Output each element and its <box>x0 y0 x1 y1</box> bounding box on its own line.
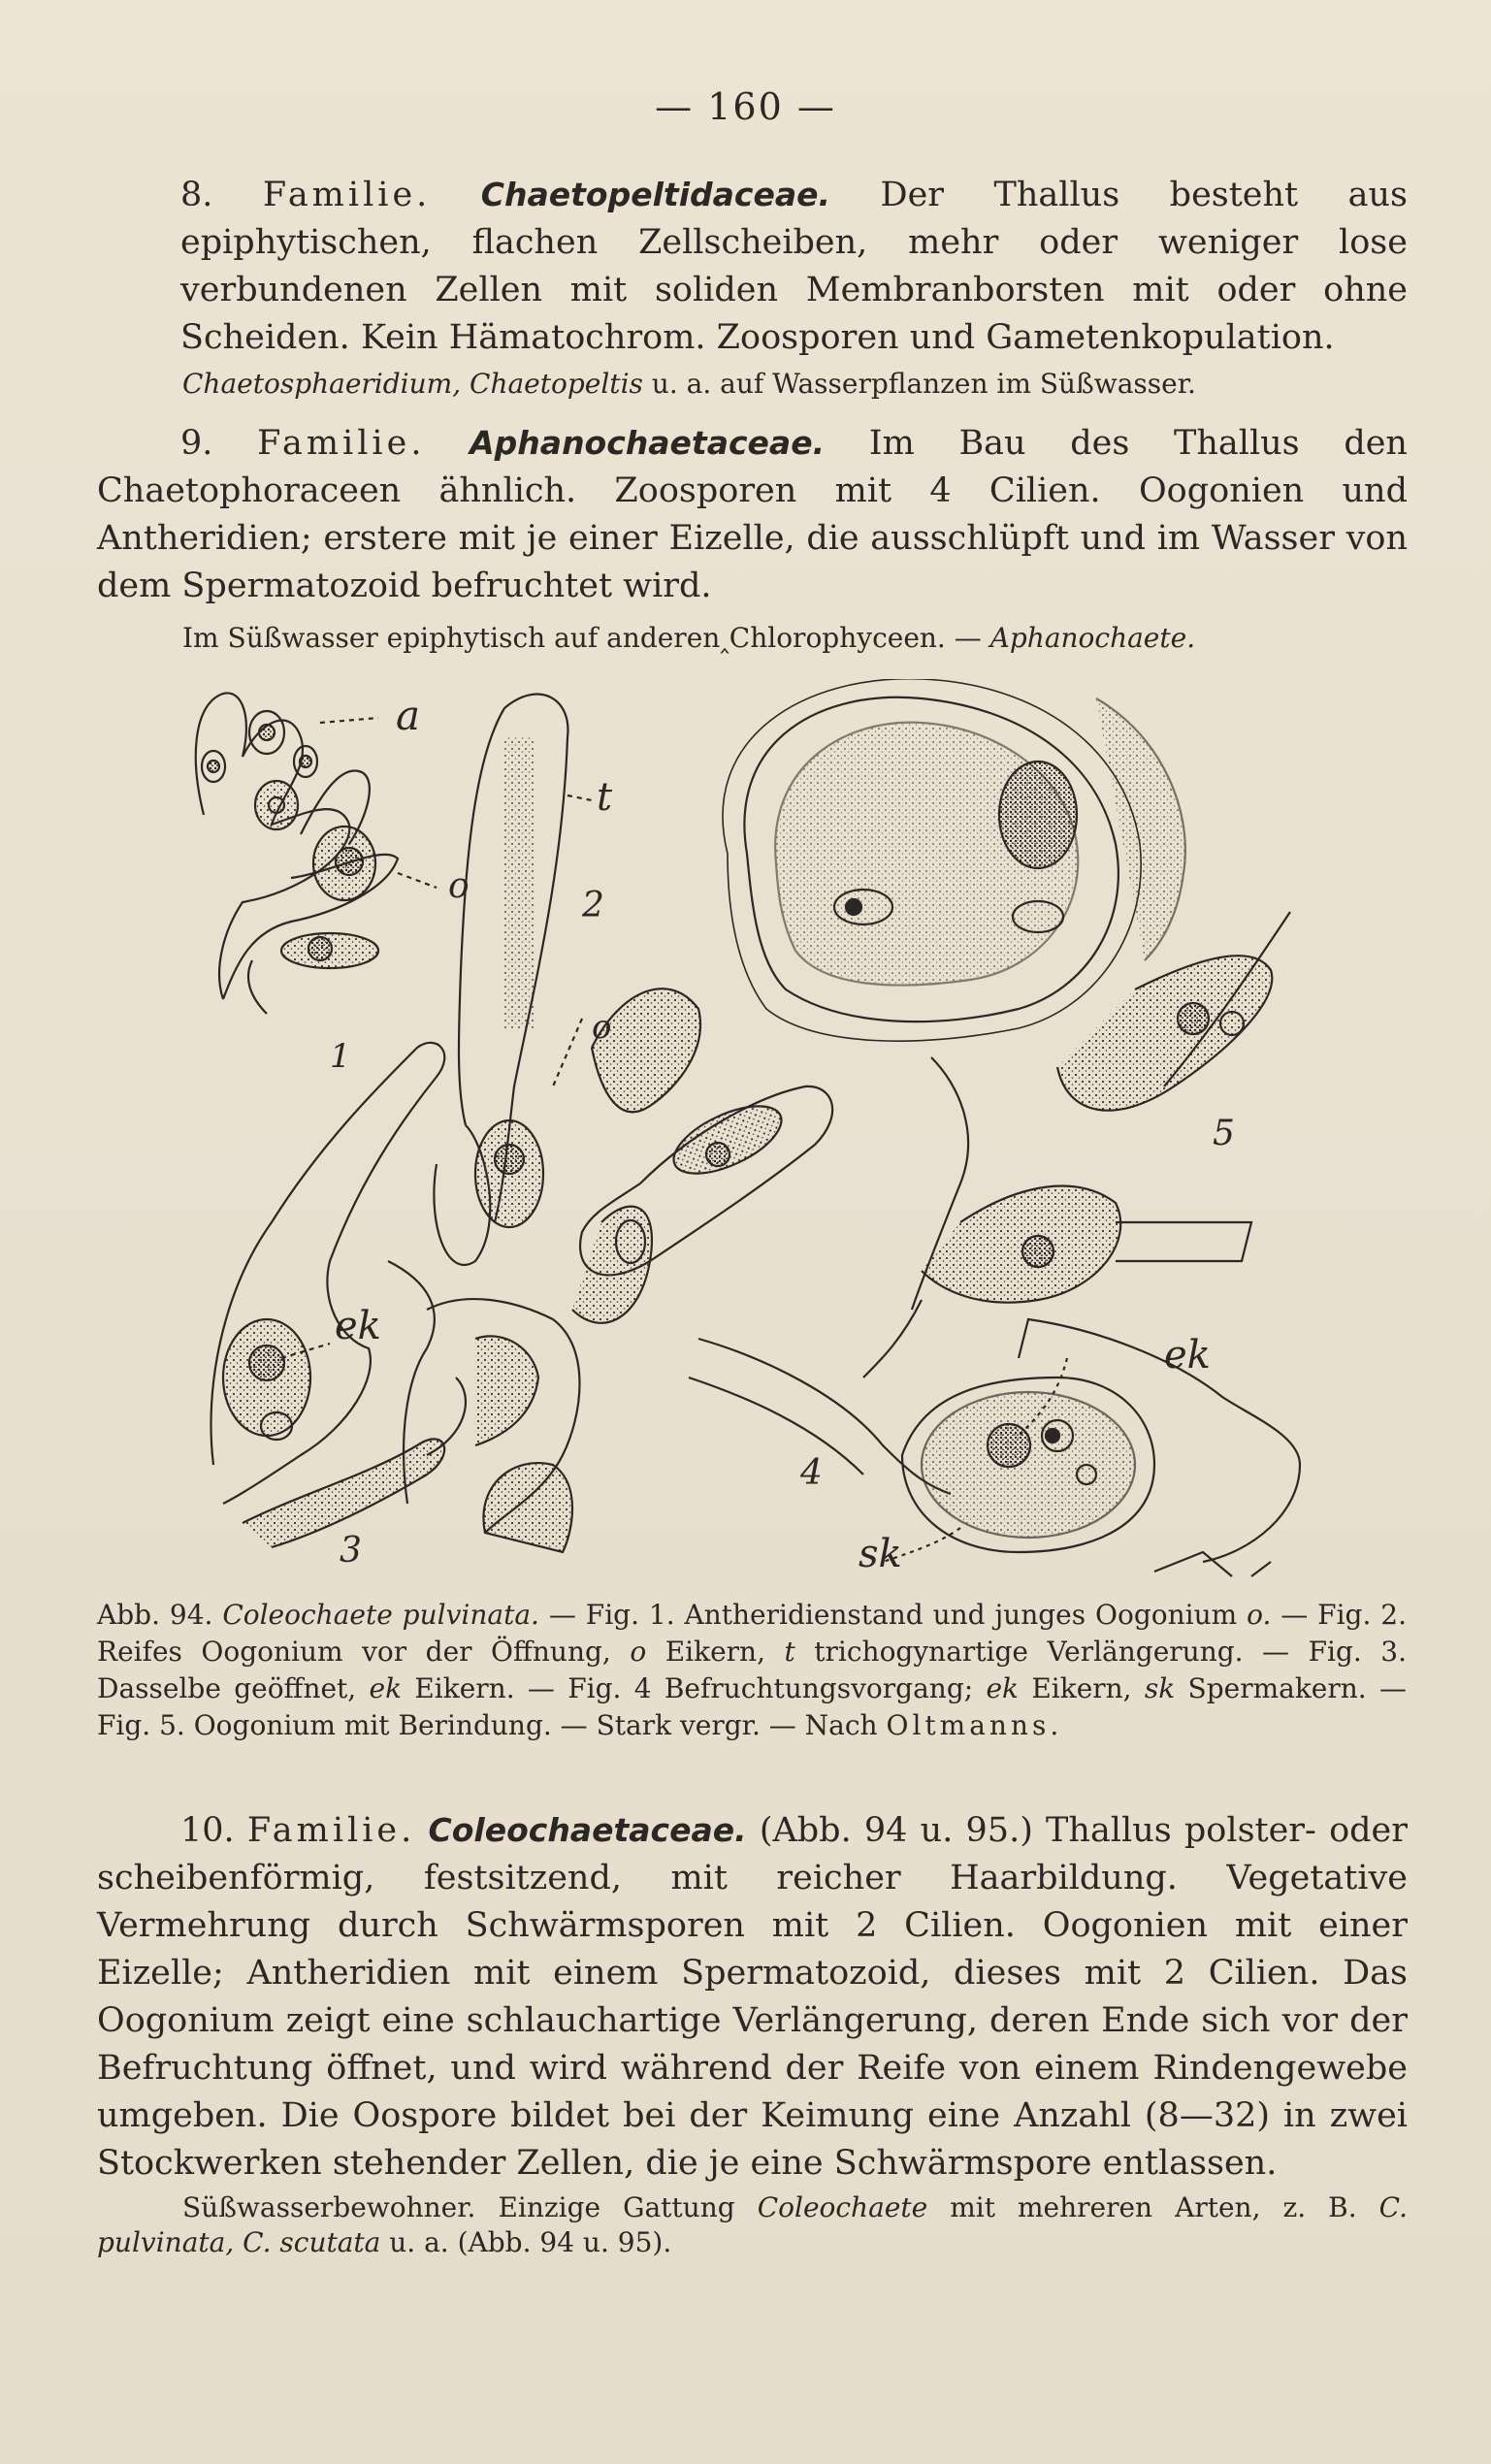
family-10-note-1: Süßwasserbewohner. Einzige Gattung <box>182 2191 758 2223</box>
family-10-paragraph <box>97 1806 1408 2188</box>
caption-part-7: Spermakern. — Fig. 5. Oogonium mit Berindung. — Stark vergr. — Nach <box>97 1672 1407 1741</box>
caption-ek: ek <box>369 1672 403 1704</box>
caption-part-4: trichogynartige Verlängerung. — Fig. 3. Dasselbe geöffnet, <box>97 1636 1407 1704</box>
caption-part-3: Eikern, <box>646 1636 785 1668</box>
caption-part-5: Eikern. — Fig. 4 Befruchtungsvorgang; <box>402 1672 987 1704</box>
caption-species: Coleochaete pulvinata. <box>222 1599 539 1631</box>
coleochaete-drawing <box>184 679 1329 1581</box>
caption-abb: Abb. 94. <box>97 1599 213 1631</box>
caption-ek-2: ek <box>986 1672 1020 1704</box>
family-8-note <box>182 367 1196 402</box>
family-10-note-3: u. a. (Abb. 94 u. 95). <box>380 2226 672 2258</box>
family-9-note-rest: Im Süßwasser epiphytisch auf anderen‸Chlorophyceen. — <box>182 622 990 654</box>
family-8-text: Der Thallus besteht aus epiphytischen, flachen Zellscheiben, mehr oder weniger lose verbundenen Zellen mit soliden Membranborsten mit oder ohne Scheiden. Kein Hämatochrom. Zoosporen und Gametenkopulation. <box>180 176 1408 357</box>
family-9-genus: Aphanochaete. <box>989 622 1196 654</box>
bottom-middle-cell <box>483 1463 572 1552</box>
label-fig-3: 3 <box>340 1531 362 1571</box>
figure-caption <box>97 1597 1407 1744</box>
fig2-drawing <box>434 695 567 1265</box>
label-sk: sk <box>859 1532 902 1576</box>
caption-author: Oltmanns. <box>886 1709 1063 1741</box>
fig5-drawing <box>723 679 1290 1378</box>
family-8-note-rest: u. a. auf Wasserpflanzen im Süßwasser. <box>642 368 1196 400</box>
family-8-name: Chaetopeltidaceae. <box>480 176 831 213</box>
label-t: t <box>597 775 613 820</box>
label-fig-1: 1 <box>330 1037 351 1076</box>
fig1-drawing <box>196 693 398 1014</box>
caption-part-1: — Fig. 1. Antheridienstand und junges Oogonium <box>538 1599 1248 1631</box>
family-8-genus-1: Chaetosphaeridium, <box>182 368 462 400</box>
family-9-text: Im Bau des Thallus den Chaetophoraceen ähnlich. Zoosporen mit 4 Cilien. Oogonien und Antheridien; erstere mit je einer Eizelle, die ausschlüpft und im Wasser von dem Spermatozoid befruchtet wird. <box>97 424 1408 605</box>
family-9-word: Familie. <box>257 424 426 463</box>
label-ek-1: ek <box>335 1304 381 1348</box>
caption-sk: sk <box>1144 1672 1176 1704</box>
figure-illustration <box>184 679 1329 1581</box>
label-fig-2: 2 <box>582 886 604 925</box>
caption-part-6: Eikern, <box>1019 1672 1145 1704</box>
family-9-name: Aphanochaetaceae. <box>470 424 826 462</box>
family-10-note <box>97 2190 1408 2260</box>
label-a: a <box>396 692 421 739</box>
label-o-2: o <box>592 1008 612 1047</box>
family-8-word: Familie. <box>262 176 432 214</box>
family-10-name: Coleochaetaceae. <box>428 1811 747 1849</box>
family-10-text: (Abb. 94 u. 95.) Thallus polster- oder scheibenförmig, festsitzend, mit reicher Haarbildung. Vegetative Vermehrung durch Schwärmsporen mit 2 Cilien. Oogonien mit einer Eizelle; Antheridien mit einem Spermatozoid, dieses mit 2 Cilien. Das Oogonium zeigt eine schlauchartige Verlängerung, deren Ende sich vor der Befruchtung öffnet, und wird während der Reife von einem Rindengewebe umgeben. Die Oospore bildet bei der Keimung eine Anzahl (8—32) in zwei Stockwerken stehender Zellen, die je eine Schwärmspore entlassen. <box>97 1811 1408 2183</box>
family-8-genus-2: Chaetopeltis <box>470 368 643 400</box>
family-9-paragraph <box>97 419 1408 610</box>
label-fig-4: 4 <box>800 1453 823 1493</box>
page-number: — 160 — <box>655 85 836 128</box>
label-ek-2: ek <box>1164 1333 1211 1378</box>
caption-t: t <box>784 1636 795 1668</box>
caption-part-2: — Fig. 2. Reifes Oogonium vor der Öffnung, <box>97 1599 1407 1668</box>
caption-o-2: o <box>630 1636 647 1668</box>
label-fig-5: 5 <box>1213 1114 1235 1153</box>
caption-o: o. <box>1247 1599 1272 1631</box>
family-9-note <box>182 621 1195 656</box>
family-10-species-2: C. scutata <box>243 2226 381 2258</box>
family-10-number: 10. <box>180 1811 235 1850</box>
label-o-1: o <box>448 866 470 906</box>
family-10-word: Familie. <box>246 1811 416 1850</box>
family-10-genus: Coleochaete <box>757 2191 928 2223</box>
family-8-number: 8. <box>180 176 213 214</box>
family-10-species-1: C. pulvinata, <box>97 2191 1408 2258</box>
family-8-paragraph <box>180 171 1408 362</box>
family-9-number: 9. <box>180 424 213 463</box>
family-10-note-2: mit mehreren Arten, z. B. <box>927 2191 1379 2223</box>
